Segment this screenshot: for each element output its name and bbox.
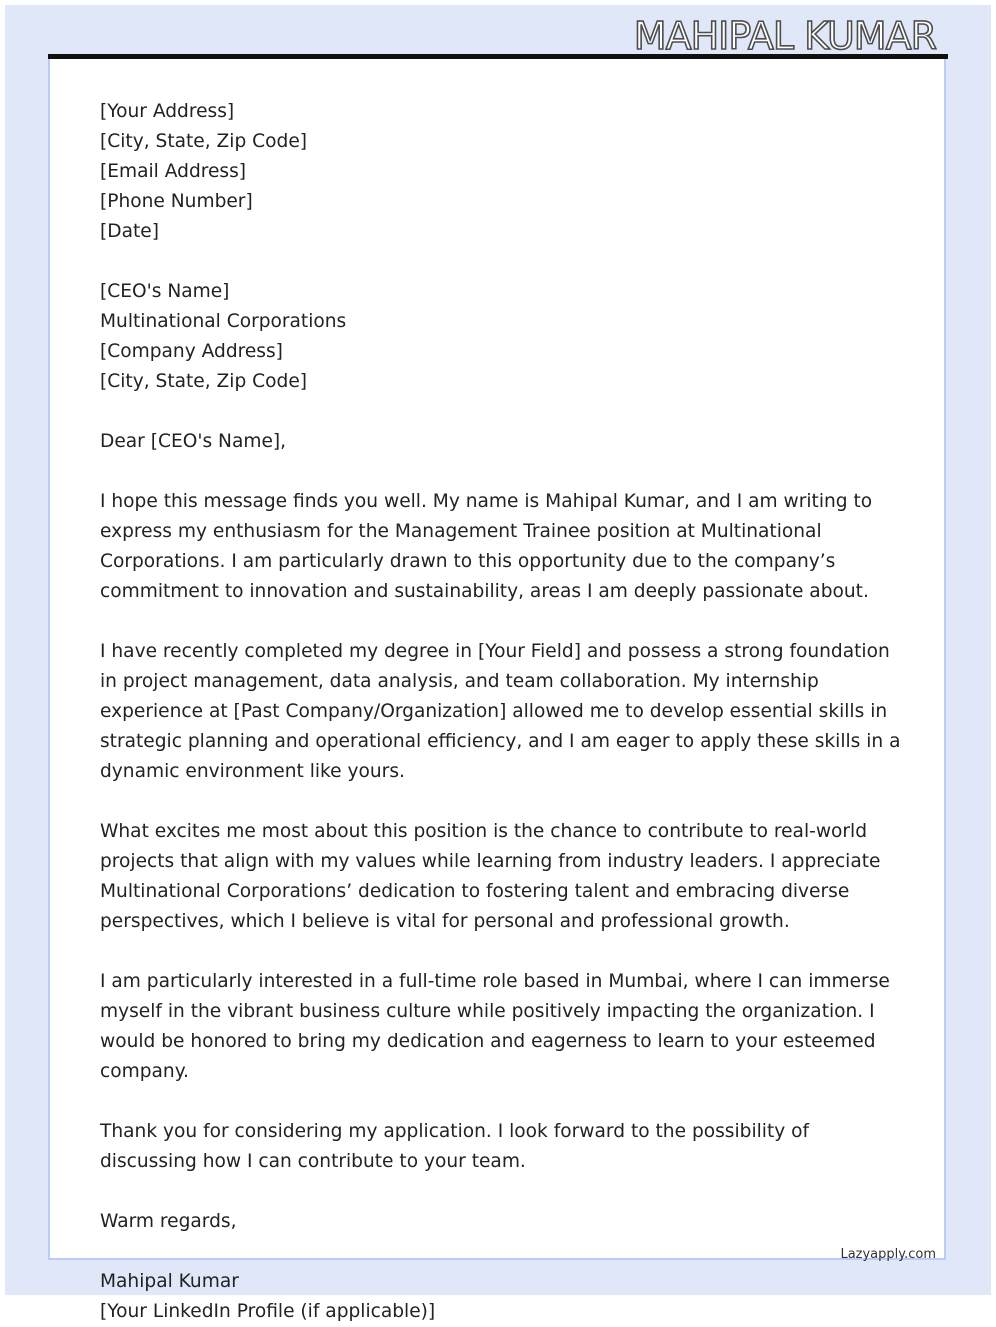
body-paragraph-motivation: What excites me most about this position is the chance to contribute to real-world projects that align with my values while learning from industry leaders. I appreciate Multinational Corporations’ dedication to fostering talent and embracing diverse perspectives, which I believe is vital for personal and professional growth. [100, 821, 881, 932]
linkedin-placeholder: [Your LinkedIn Profile (if applicable)] [100, 1301, 436, 1322]
author-name-heading: MAHIPAL KUMAR [633, 14, 936, 58]
recipient-name: [CEO's Name] [100, 281, 230, 302]
recipient-block [100, 277, 910, 397]
body-paragraph-intro: I hope this message finds you well. My name is Mahipal Kumar, and I am writing to express my enthusiasm for the Management Trainee position at Multinational Corporations. I am particularly drawn to this opportunity due to the company’s commitment to innovation and sustainability, areas I am deeply passionate about. [100, 491, 873, 602]
sender-block [100, 97, 910, 247]
recipient-company: Multinational Corporations [100, 311, 347, 332]
watermark-text: Lazyapply.com [840, 1247, 936, 1262]
body-paragraph-background: I have recently completed my degree in [Your Field] and possess a strong foundation in project management, data analysis, and team collaboration. My internship experience at [Past Company/Organization] allowed me to develop essential skills in strategic planning and operational efficiency, and I am eager to apply these skills in a dynamic environment like yours. [100, 641, 901, 782]
letter-date: [Date] [100, 221, 159, 242]
recipient-city-state-zip: [City, State, Zip Code] [100, 371, 308, 392]
sender-address: [Your Address] [100, 101, 235, 122]
sender-email: [Email Address] [100, 161, 247, 182]
signature-name: Mahipal Kumar [100, 1271, 239, 1292]
body-paragraph-thanks: Thank you for considering my application. I look forward to the possibility of discussing how I can contribute to your team. [100, 1121, 810, 1172]
body-paragraph-location: I am particularly interested in a full-time role based in Mumbai, where I can immerse myself in the vibrant business culture while positively impacting the organization. I would be honored to bring my dedication and eagerness to learn to your esteemed company. [100, 971, 890, 1082]
sender-phone: [Phone Number] [100, 191, 253, 212]
salutation: Dear [CEO's Name], [100, 431, 287, 452]
valediction: Warm regards, [100, 1211, 237, 1232]
recipient-address: [Company Address] [100, 341, 283, 362]
cover-letter-body [100, 97, 910, 1327]
sender-city-state-zip: [City, State, Zip Code] [100, 131, 308, 152]
